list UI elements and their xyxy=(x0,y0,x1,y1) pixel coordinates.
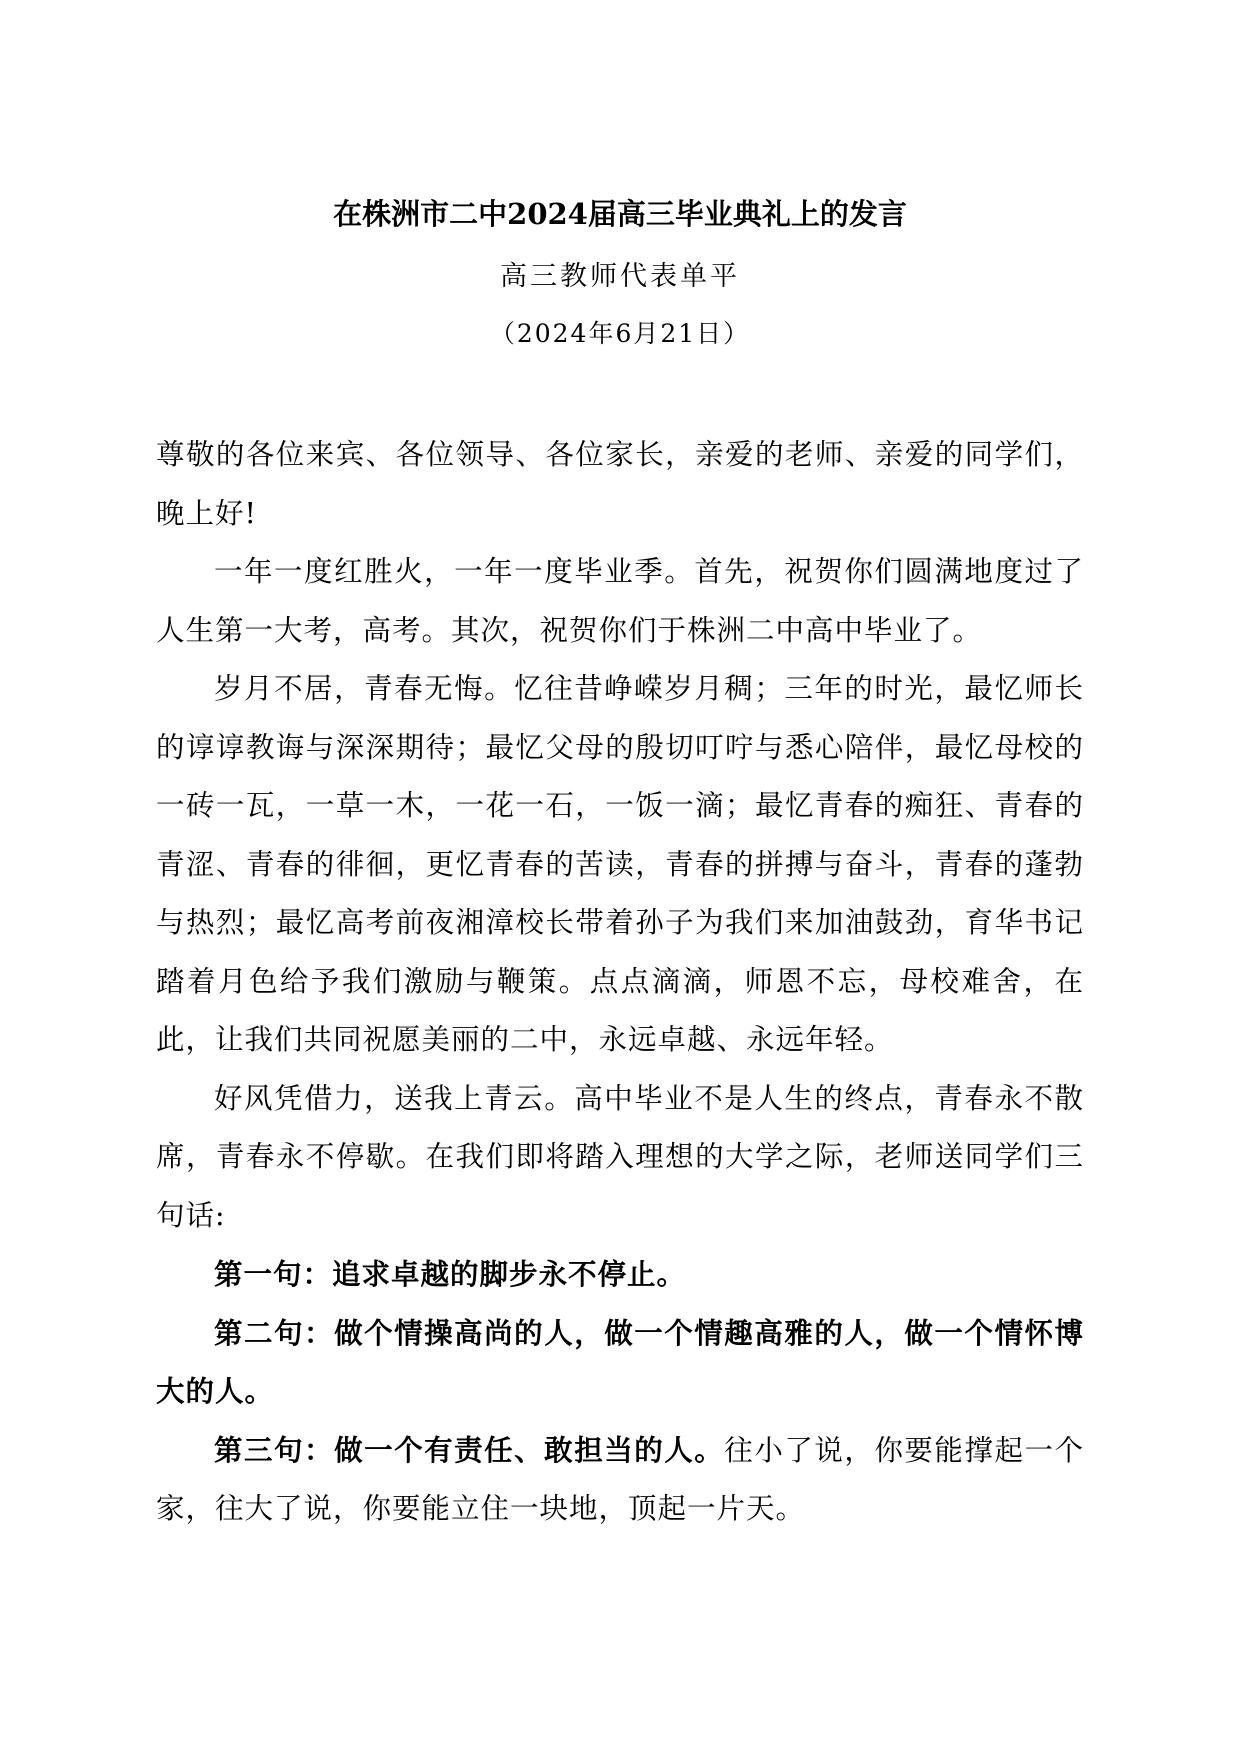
paragraph-1: 一年一度红胜火，一年一度毕业季。首先，祝贺你们圆满地度过了人生第一大考，高考。其次，祝贺你们于株洲二中高中毕业了。 xyxy=(156,555,1084,647)
sentence-3-rest: 往小了说，你要能撑起一个家，往大了说，你要能立住一块地，顶起一片天。 xyxy=(156,1433,1084,1525)
sentence-1: 第一句：追求卓越的脚步永不停止。 xyxy=(214,1257,687,1291)
paragraph-3: 好风凭借力，送我上青云。高中毕业不是人生的终点，青春永不散席，青春永不停歇。在我们即将踏入理想的大学之际，老师送同学们三句话: xyxy=(156,1081,1084,1232)
document-author: 高三教师代表单平 xyxy=(500,261,740,292)
document-body xyxy=(156,426,1084,1539)
sentence-2: 第二句：做个情操高尚的人，做一个情趣高雅的人，做一个情怀博大的人。 xyxy=(156,1315,1084,1408)
document-date: （2024年6月21日） xyxy=(489,319,751,348)
sentence-3-bold: 第三句：做一个有责任、敢担当的人。 xyxy=(214,1432,725,1467)
greeting-paragraph: 尊敬的各位来宾、各位领导、各位家长，亲爱的老师、亲爱的同学们，晚上好! xyxy=(156,438,1084,530)
document-title: 在株洲市二中2024届高三毕业典礼上的发言 xyxy=(333,197,907,231)
paragraph-2: 岁月不居，青春无悔。忆往昔峥嵘岁月稠；三年的时光，最忆师长的谆谆教诲与深深期待；最忆父母的殷切叮咛与悉心陪伴，最忆母校的一砖一瓦，一草一木，一花一石，一饭一滴；最忆青春的痴狂、青春的青涩、青春的徘徊，更忆青春的苦读，青春的拼搏与奋斗，青春的蓬勃与热烈；最忆高考前夜湘漳校长带着孙子为我们来加油鼓劲，育华书记踏着月色给予我们激励与鞭策。点点滴滴，师恩不忘，母校难舍，在此，让我们共同祝愿美丽的二中，永远卓越、永远年轻。 xyxy=(156,672,1084,1056)
sentence-3 xyxy=(156,1421,1084,1539)
